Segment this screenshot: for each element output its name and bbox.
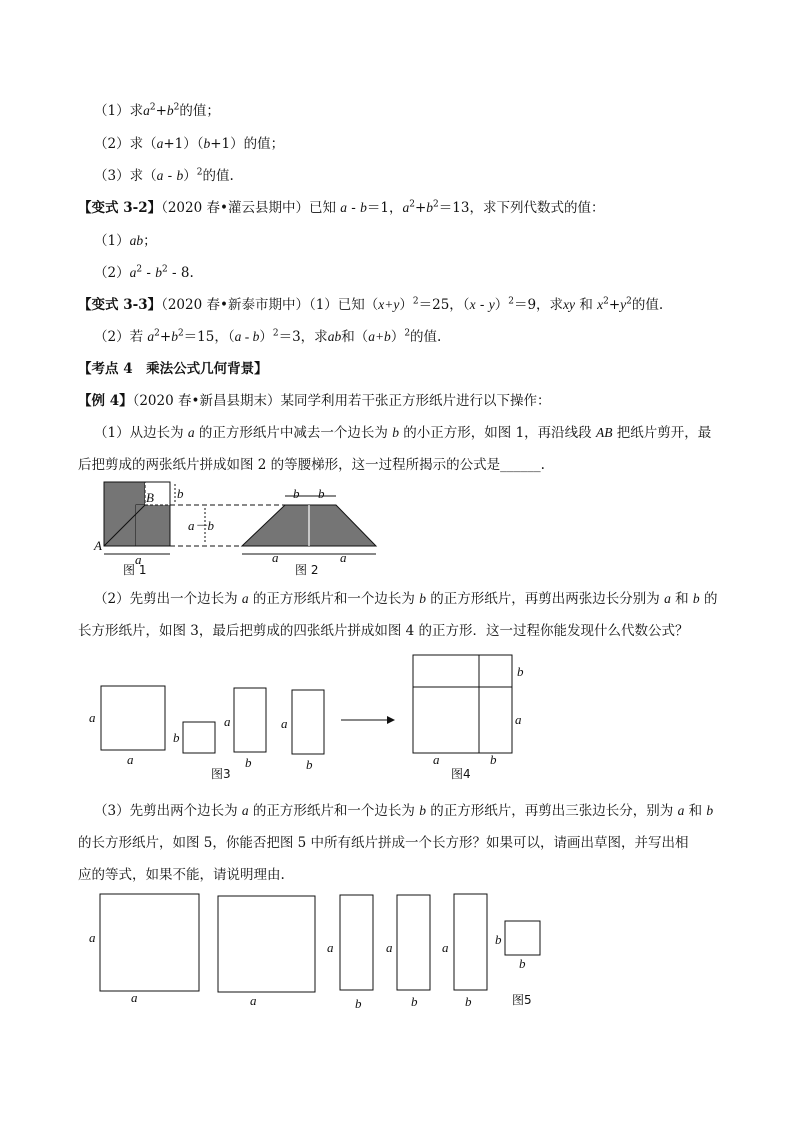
text: 后把剪成的两张纸片拼成如图 2 的等腰梯形，这一过程所揭示的公式是 [78,457,501,473]
text: - [142,265,156,281]
fig1-shaded-region-2 [136,505,170,546]
text: 的正方形纸片和一个边长为 [248,803,420,819]
text: ＝9，求 [513,297,564,313]
fig5-square-a [218,896,315,992]
fig3-square-a [101,686,165,750]
var-b: b [171,329,178,344]
var-b: b [176,168,184,183]
text: 和（ [341,329,369,345]
var-AB: AB [595,425,613,440]
var-a: a [677,803,685,818]
text: （2）若 [94,329,148,345]
var-x: x [469,297,476,312]
text: 和 [670,591,693,607]
label-b: b [177,486,184,501]
text: 的正方形纸片中减去一个边长为 [194,425,393,441]
fig3-square-b [183,722,215,753]
text: ＝1， [366,200,403,216]
text: （1）从边长为 [94,425,188,441]
text: ） [183,168,197,184]
fig3-rect-ab [292,690,324,754]
fig2-caption: 图 2 [295,563,319,577]
example-tag: 【例 4】 [78,393,133,409]
text: 的正方形纸片，再剪出两张边长分别为 [425,591,665,607]
arrow-head-icon [387,716,395,724]
fig5-rect-ab [454,894,487,990]
example-4-part2-cont: 长方形纸片，如图 3，最后把剪成的四张纸片拼成如图 4 的正方形．这一过程你能发现什么代数公式？ [78,623,689,639]
label-a: a [127,752,134,767]
text: （2）求（ [94,136,157,152]
label-a: a [386,940,393,955]
var-a: a [129,265,137,280]
label-A: A [94,538,102,553]
text: ＝13，求下列代数式的值： [438,200,605,216]
fig4-caption: 图4 [451,767,471,781]
label-a: a [135,552,142,567]
label-b: b [306,757,313,772]
figure-3-4 [85,652,535,782]
var-b: b [155,265,162,280]
text: 把纸片剪开，最 [612,425,712,441]
var-b: b [360,200,367,215]
var-a: a [340,200,347,215]
var-b: b [419,803,426,818]
text: 的值. [202,168,234,184]
label-a: a [433,752,440,767]
label-a: a [272,550,279,565]
label-b: b [355,996,362,1011]
fig5-square-b [505,921,540,955]
example-4-part1-cont [78,455,545,475]
label-B: B [146,490,154,505]
q1-line2 [94,134,284,154]
text: ） [399,297,413,313]
text: ； [143,233,157,249]
text: 的小正方形，如图 1，再沿线段 [398,425,596,441]
text: 的值. [631,297,664,313]
label-b: b [519,956,526,971]
text: （1） [94,233,130,249]
fig3-rect-ab [234,688,266,752]
text: （2020 春•新泰市期中）（1）已知（ [161,297,379,313]
q1-line1: （1）求$a^2+b^2$的值； [94,102,220,119]
var-b: b [392,425,399,440]
var-expr: a+b [368,329,391,344]
text: 的 [699,591,718,607]
variant-tag: 【变式 3-3】 [78,297,162,313]
variant-3-2: 【变式 3-2】（2020 春•灌云县期中）已知 a - b＝1，$a^2+b^2=13$，求下列代数式的值： [78,199,605,216]
answer-blank: ______. [500,457,545,473]
text: 的值. [410,329,442,345]
q1-line3: （3）求（a - b）$^2$的值. [94,167,234,184]
text: ＝15，（ [183,329,235,345]
text: - [347,200,361,216]
var-a: a [147,329,155,344]
var-b: b [426,200,434,215]
var-ab: ab [327,329,342,344]
fig3-caption: 图3 [211,767,231,781]
example-4-part2 [94,589,717,609]
figure-1-2 [90,478,390,580]
var-b: b [692,591,700,606]
text: （2）先剪出一个边长为 [94,591,242,607]
label-a: a [89,930,96,945]
label-b: b [411,994,418,1009]
var-xy: xy [563,297,576,312]
var-b: b [166,103,174,118]
text: ＝25，（ [418,297,470,313]
label-a: a [327,940,334,955]
label-a: a [250,993,257,1008]
text: （3）求（ [94,168,157,184]
fig5-square-a [100,894,199,991]
var-a: a [664,591,671,606]
var-y: y [488,297,495,312]
label-b: b [245,755,252,770]
label-a: a [224,714,231,729]
label-b: b [490,752,497,767]
var-b: b [419,591,426,606]
fig4-square [413,655,512,753]
label-a: a [89,710,96,725]
var-b: b [203,136,211,151]
var-a: a [143,103,150,118]
text: - 8. [167,265,194,281]
example-4-part3 [94,801,713,821]
text: 的值； [179,103,220,119]
variant-3-3: 【变式 3-3】（2020 春•新泰市期中）（1）已知$(x+y)^2=25$，（x - y）$^2$＝9，求xy 和 $x^2+y^2$的值. [78,296,664,313]
text: （1）求 [94,103,144,119]
var-a: a [187,425,195,440]
label-a-minus-b: a－b [188,518,215,533]
label-b: b [293,486,300,501]
text: 的正方形纸片和一个边长为 [248,591,420,607]
text: ） [259,329,273,345]
var-ab: ab [129,233,144,248]
variant-tag: 【变式 3-2】 [78,200,162,216]
text: （2020 春•新昌县期末）某同学利用若干张正方形纸片进行以下操作： [132,393,551,409]
label-a: a [515,712,522,727]
label-b: b [318,486,325,501]
section-heading: 【考点 4 乘法公式几何背景】 [78,361,268,377]
variant-3-3-sub2: （2）若 $a^2+b^2=15$，（a - b）$^2$＝3，求ab和$(a+b)^2$的值. [94,328,442,345]
variant-3-2-sub2: $(2)a^2 - b^2 - 8$. [94,264,194,281]
text: ） [494,297,509,313]
var-a: a [156,136,164,151]
text: +1）（ [163,136,204,152]
var-expr: x+y [378,297,400,312]
var-y: y [620,297,627,312]
text: （3）先剪出两个边长为 [94,803,242,819]
text: （2） [94,265,130,281]
fig5-rect-ab [340,895,373,990]
label-a: a [340,550,347,565]
variant-3-2-sub1 [94,231,157,251]
var-x: x [597,297,604,312]
fig5-caption: 图5 [512,993,532,1007]
fig1-caption: 图 1 [123,563,147,577]
text: +1）的值； [210,136,285,152]
example-4-intro [78,391,550,411]
label-b: b [517,664,524,679]
label-a: a [281,716,288,731]
label-b: b [495,932,502,947]
label-a: a [442,940,449,955]
var-a: a [241,803,249,818]
var-b: b [706,803,714,818]
text: （2020 春•灌云县期中）已知 [161,200,341,216]
var-expr: a - b [234,329,260,344]
var-a: a [241,591,249,606]
label-a: a [131,990,138,1005]
label-b: b [173,730,180,745]
example-4-part1 [94,423,711,443]
example-4-part3-cont: 的长方形纸片，如图 5，你能否把图 5 中所有纸片拼成一个长方形？如果可以，请画出草图，并写出相 [78,835,689,851]
figure-5 [85,890,555,1015]
text: 的正方形纸片，再剪出三张边长分，别为 [425,803,678,819]
text: - [163,168,177,184]
example-4-part3-cont2: 应的等式，如果不能，请说明理由. [78,867,285,883]
label-b: b [465,994,472,1009]
text: 和 [684,803,707,819]
text: ＝3，求 [278,329,328,345]
text: 和 [575,297,598,313]
var-a: a [156,168,164,183]
text: - [475,297,489,313]
var-a: a [402,200,410,215]
fig5-rect-ab [397,895,430,990]
